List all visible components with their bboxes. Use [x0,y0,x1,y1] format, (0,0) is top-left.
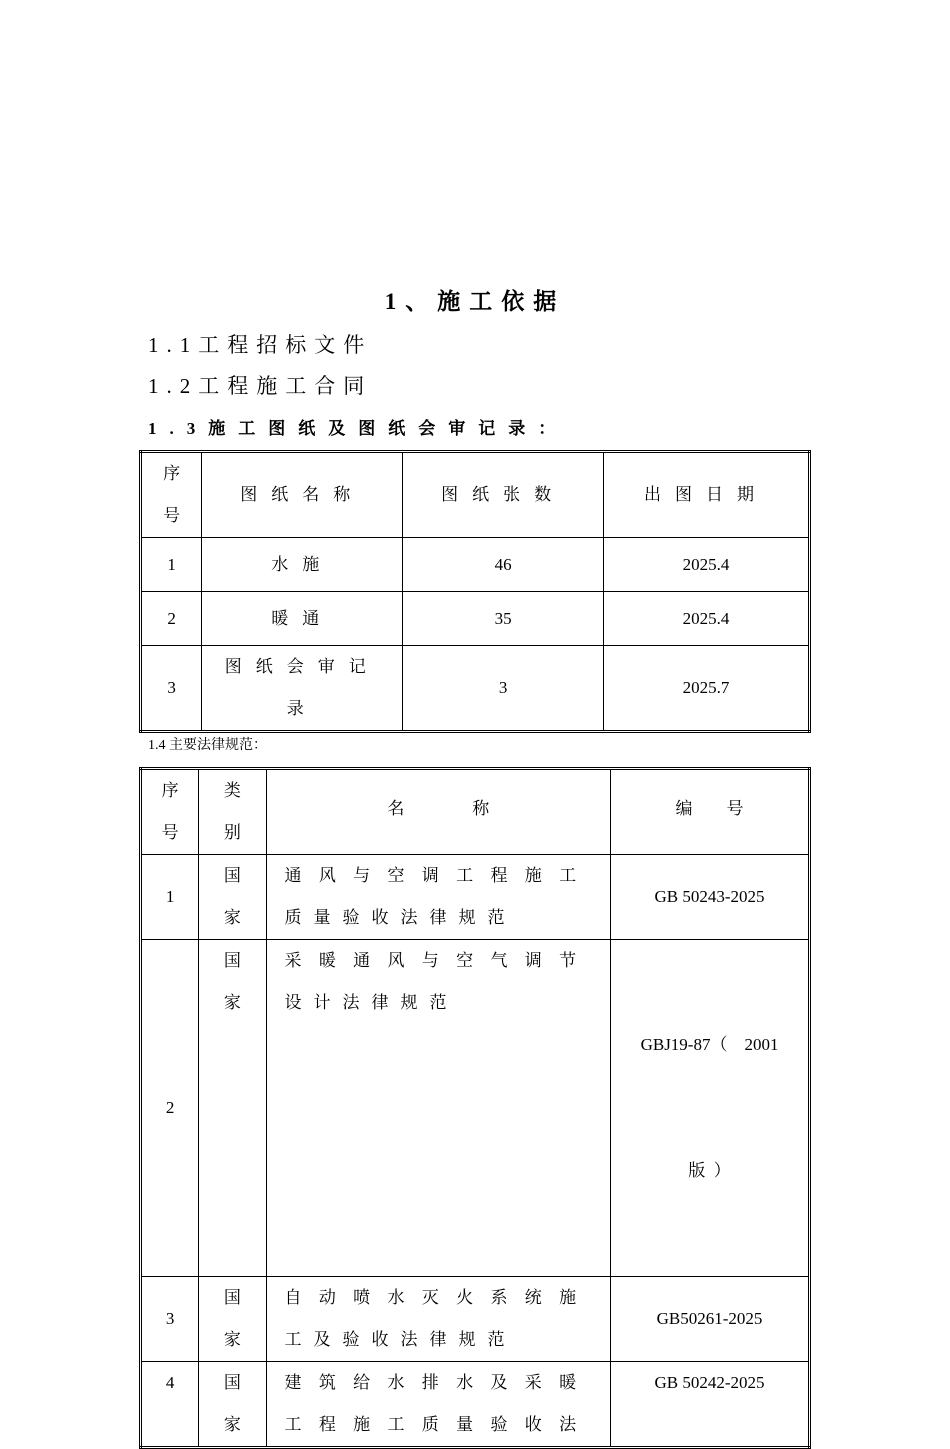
header-cell [141,769,199,855]
section-1-3: 1.3施工图纸及图纸会审记录： [148,419,569,438]
cell-text: 工及验收法律规范 [284,1330,517,1349]
table-cell: 2025.4 [604,592,810,646]
header-text: 序 [163,464,181,483]
cell-text: 自动喷水灭火系统施 [284,1288,589,1307]
cell-text: 家 [223,908,241,927]
table-row [141,592,810,646]
page-title: 1、施工依据 [384,289,566,314]
table-cell: 2025.7 [604,646,810,732]
cell-text: 通风与空调工程施工 [284,866,589,885]
table-cell [611,940,810,1277]
cell-text: GBJ19-87（ 2001 [640,1035,779,1054]
table-cell [199,855,266,940]
header-text: 号 [161,823,179,842]
section-1-1: 1.1工程招标文件 [148,333,373,357]
header-text: 别 [223,823,241,842]
table-cell: GB 50242-2025 [611,1362,810,1448]
table-row [141,855,810,940]
header-text: 序 [161,781,179,800]
header-text: 号 [163,506,181,525]
table-row [141,940,810,1277]
cell-text: 家 [223,1330,241,1349]
table-header-row [141,769,810,855]
header-text: 类 [223,781,241,800]
table-cell [199,940,266,1277]
table-cell: 1 [141,855,199,940]
header-cell [199,769,266,855]
cell-text: 版 ） [688,1161,731,1180]
cell-text: 工程施工质量验收法 [284,1415,589,1434]
header-cell: 图纸张数 [403,452,604,538]
table-cell: 水施 [202,538,403,592]
cell-text: 国 [223,1288,241,1307]
table-cell: 2 [141,940,199,1277]
header-cell: 图纸名称 [202,452,403,538]
header-cell [141,452,202,538]
cell-text: 建筑给水排水及采暖 [284,1373,589,1392]
section-1-4: 1.4 主要法律规范： [148,738,267,753]
cell-text: 国 [223,866,241,885]
cell-text: 国 [223,951,241,970]
table-cell [202,646,403,732]
cell-text: 家 [223,993,241,1012]
table-cell: 46 [403,538,604,592]
section-1-2: 1.2工程施工合同 [148,374,373,398]
table-cell: 4 [141,1362,199,1448]
table-cell [266,855,611,940]
table-cell [266,1277,611,1362]
table-cell: GB50261-2025 [611,1277,810,1362]
table-cell [199,1362,266,1448]
header-cell: 编 号 [611,769,810,855]
table-cell: 3 [403,646,604,732]
table-cell [199,1277,266,1362]
table-cell: 1 [141,538,202,592]
header-cell: 名 称 [266,769,611,855]
cell-text: 图纸会审记 [224,657,380,676]
table-cell: 3 [141,646,202,732]
cell-text: 采暖通风与空气调节 [284,951,589,970]
table-cell: 35 [403,592,604,646]
table-cell: 3 [141,1277,199,1362]
cell-text: 录 [286,699,318,718]
drawings-table [139,450,811,733]
table-row [141,1362,810,1448]
table-header-row [141,452,810,538]
table-cell: 2 [141,592,202,646]
table-row [141,1277,810,1362]
cell-text: 设计法律规范 [284,993,459,1012]
table-row [141,538,810,592]
cell-text: 家 [223,1415,241,1434]
cell-text: 国 [223,1373,241,1392]
laws-table [139,767,811,1449]
table-cell [266,1362,611,1448]
table-cell: GB 50243-2025 [611,855,810,940]
table-cell [266,940,611,1277]
table-cell: 2025.4 [604,538,810,592]
cell-text: 质量验收法律规范 [284,908,517,927]
header-cell: 出图日期 [604,452,810,538]
table-cell: 暖通 [202,592,403,646]
table-row [141,646,810,732]
